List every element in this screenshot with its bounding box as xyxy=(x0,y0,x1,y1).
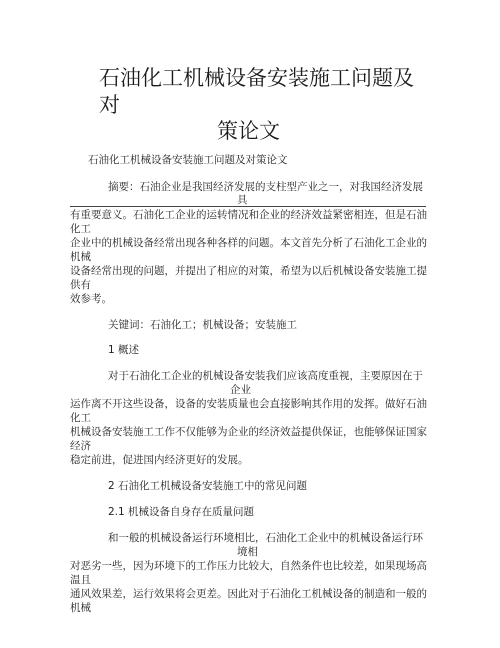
section2-line1-wrap: 境相 xyxy=(237,546,258,558)
abstract-line2: 有重要意义。石油化工企业的运转情况和企业的经济效益紧密相连，但是石油 xyxy=(70,209,427,221)
section1-line1: 对于石油化工企业的机械设备安装我们应该高度重视，主要原因在于 xyxy=(108,370,423,382)
section2-line3: 通风效果差，运行效果将会更差。因此对于石油化工机械设备的制造和一般的 xyxy=(70,588,427,600)
abstract-line2-wrap: 化工 xyxy=(70,223,91,235)
abstract-line5: 效参考。 xyxy=(70,293,112,305)
doc-title-line2: 对 xyxy=(99,93,120,117)
section1-line3: 机械设备安装施工工作不仅能够为企业的经济效益提供保证，也能够保证国家 xyxy=(70,426,427,438)
abstract-divider xyxy=(70,206,426,207)
section2-heading: 2 石油化工机械设备安装施工中的常见问题 xyxy=(108,480,308,492)
section2-line3-wrap: 机械 xyxy=(70,602,91,614)
abstract-line4-wrap: 供有 xyxy=(70,279,91,291)
section1-heading: 1 概述 xyxy=(108,344,140,356)
abstract-line1: 摘要：石油企业是我国经济发展的支柱型产业之一，对我国经济发展 xyxy=(108,181,423,193)
doc-title-line3: 策论文 xyxy=(217,119,280,143)
keywords: 关键词：石油化工；机械设备；安装施工 xyxy=(108,319,297,331)
abstract-line3: 企业中的机械设备经常出现各种各样的问题。本文首先分析了石油化工企业的 xyxy=(70,237,427,249)
section1-line2-wrap: 化工 xyxy=(70,412,91,424)
section1-line2: 运作离不开这些设备，设备的安装质量也会直接影响其作用的发挥。做好石油 xyxy=(70,398,427,410)
doc-title-line1: 石油化工机械设备安装施工问题及 xyxy=(99,66,414,90)
section2-line1: 和一般的机械设备运行环境相比，石油化工企业中的机械设备运行环 xyxy=(108,532,423,544)
abstract-line3-wrap: 机械 xyxy=(70,251,91,263)
section1-line3-wrap: 经济 xyxy=(70,440,91,452)
section1-line1-wrap: 企业 xyxy=(230,384,251,396)
abstract-line4: 设备经常出现的问题，并提出了相应的对策，希望为以后机械设备安装施工提 xyxy=(70,265,427,277)
section2-line2: 对恶劣一些，因为环境下的工作压力比较大，自然条件也比较差，如果现场高 xyxy=(70,560,427,572)
abstract-line1-wrap: 具 xyxy=(237,194,248,206)
section2-line2-wrap: 温且 xyxy=(70,574,91,586)
doc-subtitle: 石油化工机械设备安装施工问题及对策论文 xyxy=(88,154,288,166)
section2-1-heading: 2.1 机械设备自身存在质量问题 xyxy=(108,506,255,518)
section1-line4: 稳定前进，促进国内经济更好的发展。 xyxy=(70,454,249,466)
